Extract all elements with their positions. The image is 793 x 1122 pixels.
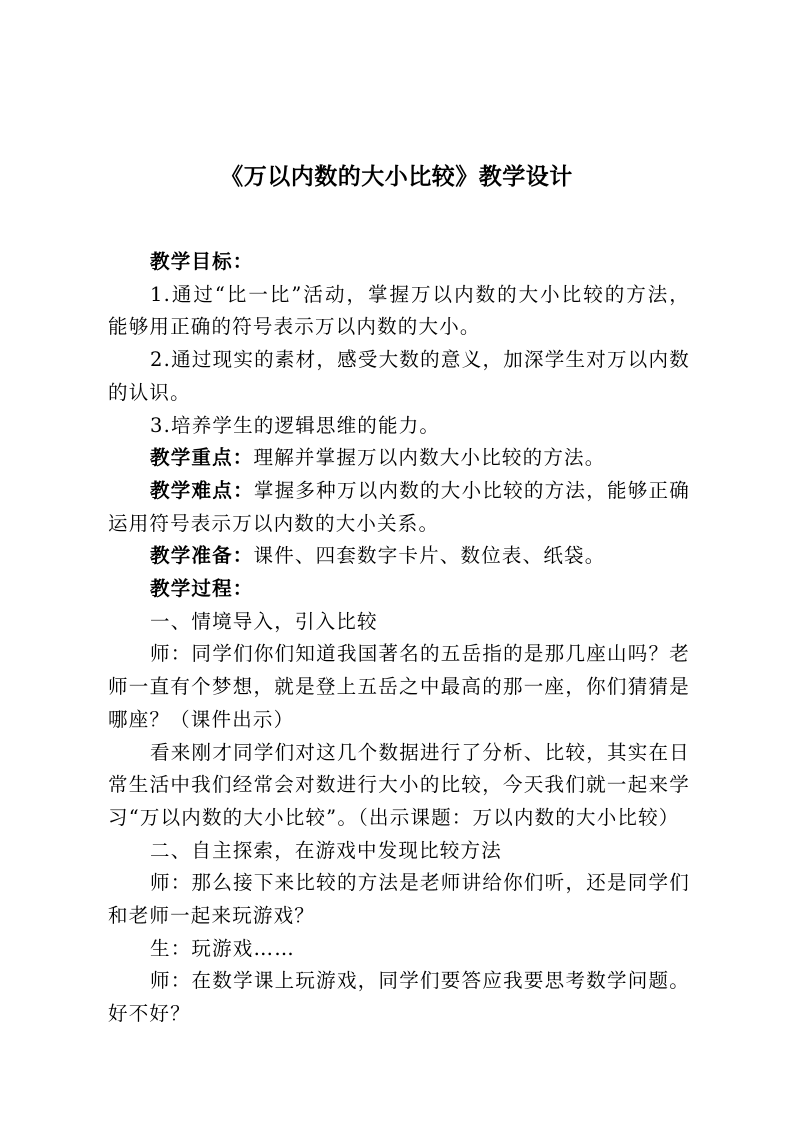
preparation-label: 教学准备：	[150, 544, 254, 568]
difficulty-paragraph	[108, 475, 690, 540]
process-heading: 教学过程：	[150, 577, 254, 601]
section-2-heading: 二、自主探索，在游戏中发现比较方法	[150, 838, 502, 862]
objective-3: 3.培养学生的逻辑思维的能力。	[150, 413, 441, 437]
difficulty-text: 掌握多种万以内数的大小比较的方法，能够正确运用符号表示万以内数的大小关系。	[108, 478, 690, 535]
paragraph-5: 师：在数学课上玩游戏，同学们要答应我要思考数学问题。好不好？	[108, 969, 690, 1026]
key-point-paragraph	[108, 442, 690, 475]
key-point-text: 理解并掌握万以内数大小比较的方法。	[253, 446, 606, 470]
paragraph-1: 师：同学们你们知道我国著名的五岳指的是那几座山吗？老师一直有个梦想，就是登上五岳之中最高的那一座，你们猜猜是哪座？（课件出示）	[108, 642, 690, 731]
difficulty-label: 教学难点：	[150, 478, 254, 502]
objective-1: 1.通过“比一比”活动，掌握万以内数的大小比较的方法，能够用正确的符号表示万以内数的大小。	[108, 282, 690, 339]
preparation-text: 课件、四套数字卡片、数位表、纸袋。	[253, 544, 606, 568]
objective-2: 2.通过现实的素材，感受大数的意义，加深学生对万以内数的认识。	[108, 348, 690, 404]
paragraph-2: 看来刚才同学们对这几个数据进行了分析、比较，其实在日常生活中我们经常会对数进行大小的比较，今天我们就一起来学习“万以内数的大小比较”。（出示课题：万以内数的大小比较）	[108, 740, 690, 829]
section-1-heading: 一、情境导入，引入比较	[150, 609, 378, 633]
paragraph-3: 师：那么接下来比较的方法是老师讲给你们听，还是同学们和老师一起来玩游戏？	[108, 871, 690, 928]
objectives-heading: 教学目标：	[150, 250, 254, 273]
paragraph-4: 生：玩游戏……	[150, 936, 295, 960]
key-point-label: 教学重点：	[150, 446, 254, 470]
document-title: 《万以内数的大小比较》教学设计	[220, 163, 573, 190]
preparation-paragraph	[108, 540, 690, 573]
document-body	[108, 246, 690, 1031]
